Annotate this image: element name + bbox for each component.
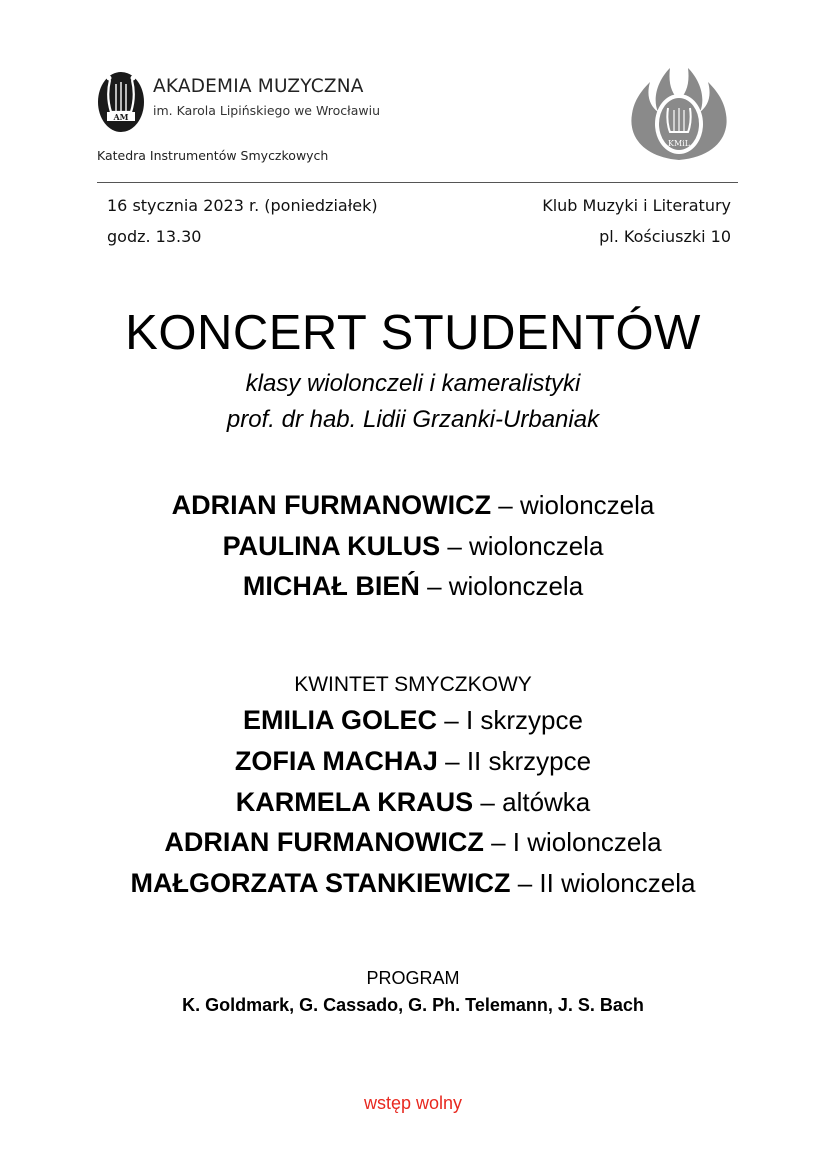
soloist-name: ADRIAN FURMANOWICZ [171,490,492,520]
event-time: godz. 13.30 [107,227,202,246]
free-entry-note: wstęp wolny [363,1093,463,1113]
soloist-role: – wiolonczela [419,571,584,601]
concert-subtitle-professor: prof. dr hab. Lidii Grzanki-Urbaniak [226,406,600,433]
quintet-member-line [0,787,826,818]
quintet-member-role: – II wiolonczela [510,868,696,898]
quintet-member-role: – II skrzypce [437,746,592,776]
quintet-member-line [0,746,826,777]
soloist-role: – wiolonczela [491,490,655,520]
quintet-member-name: KARMELA KRAUS [235,787,474,817]
concert-title: KONCERT STUDENTÓW [125,306,701,360]
quintet-member-name: MAŁGORZATA STANKIEWICZ [130,868,511,898]
header-divider [97,182,738,183]
club-logo-top-letter: W [675,84,683,92]
academy-lyre-logo [96,66,146,134]
institution-name: AKADEMIA MUZYCZNA [153,76,364,97]
club-flame-lyre-logo [624,62,734,162]
quintet-member-role: – I skrzypce [437,705,583,735]
soloist-name: PAULINA KULUS [222,531,441,561]
event-venue: Klub Muzyki i Literatury [542,196,731,215]
concert-subtitle-class: klasy wiolonczeli i kameralistyki [245,370,581,397]
quintet-member-role: – altówka [473,787,591,817]
club-logo-text: KMiL [667,139,691,148]
soloist-role: – wiolonczela [440,531,604,561]
quintet-member-line [0,827,826,858]
quintet-member-name: ZOFIA MACHAJ [234,746,438,776]
program-composers: K. Goldmark, G. Cassado, G. Ph. Telemann, J. S. Bach [182,995,644,1015]
event-date: 16 stycznia 2023 r. (poniedziałek) [107,196,378,215]
academy-logo-text: AM [113,112,129,122]
quintet-member-role: – I wiolonczela [483,827,662,857]
quintet-member-name: EMILIA GOLEC [243,705,438,735]
quintet-member-line [0,868,826,899]
quintet-member-line [0,705,826,736]
soloist-line [0,571,826,602]
institution-subtitle: im. Karola Lipińskiego we Wrocławiu [153,103,380,118]
quintet-member-name: ADRIAN FURMANOWICZ [164,827,484,857]
soloist-line [0,531,826,562]
quintet-heading: KWINTET SMYCZKOWY [294,673,532,696]
soloist-line [0,490,826,521]
department-name: Katedra Instrumentów Smyczkowych [97,148,329,163]
event-address: pl. Kościuszki 10 [599,227,731,246]
soloist-name: MICHAŁ BIEŃ [242,571,420,601]
program-heading: PROGRAM [366,968,460,988]
